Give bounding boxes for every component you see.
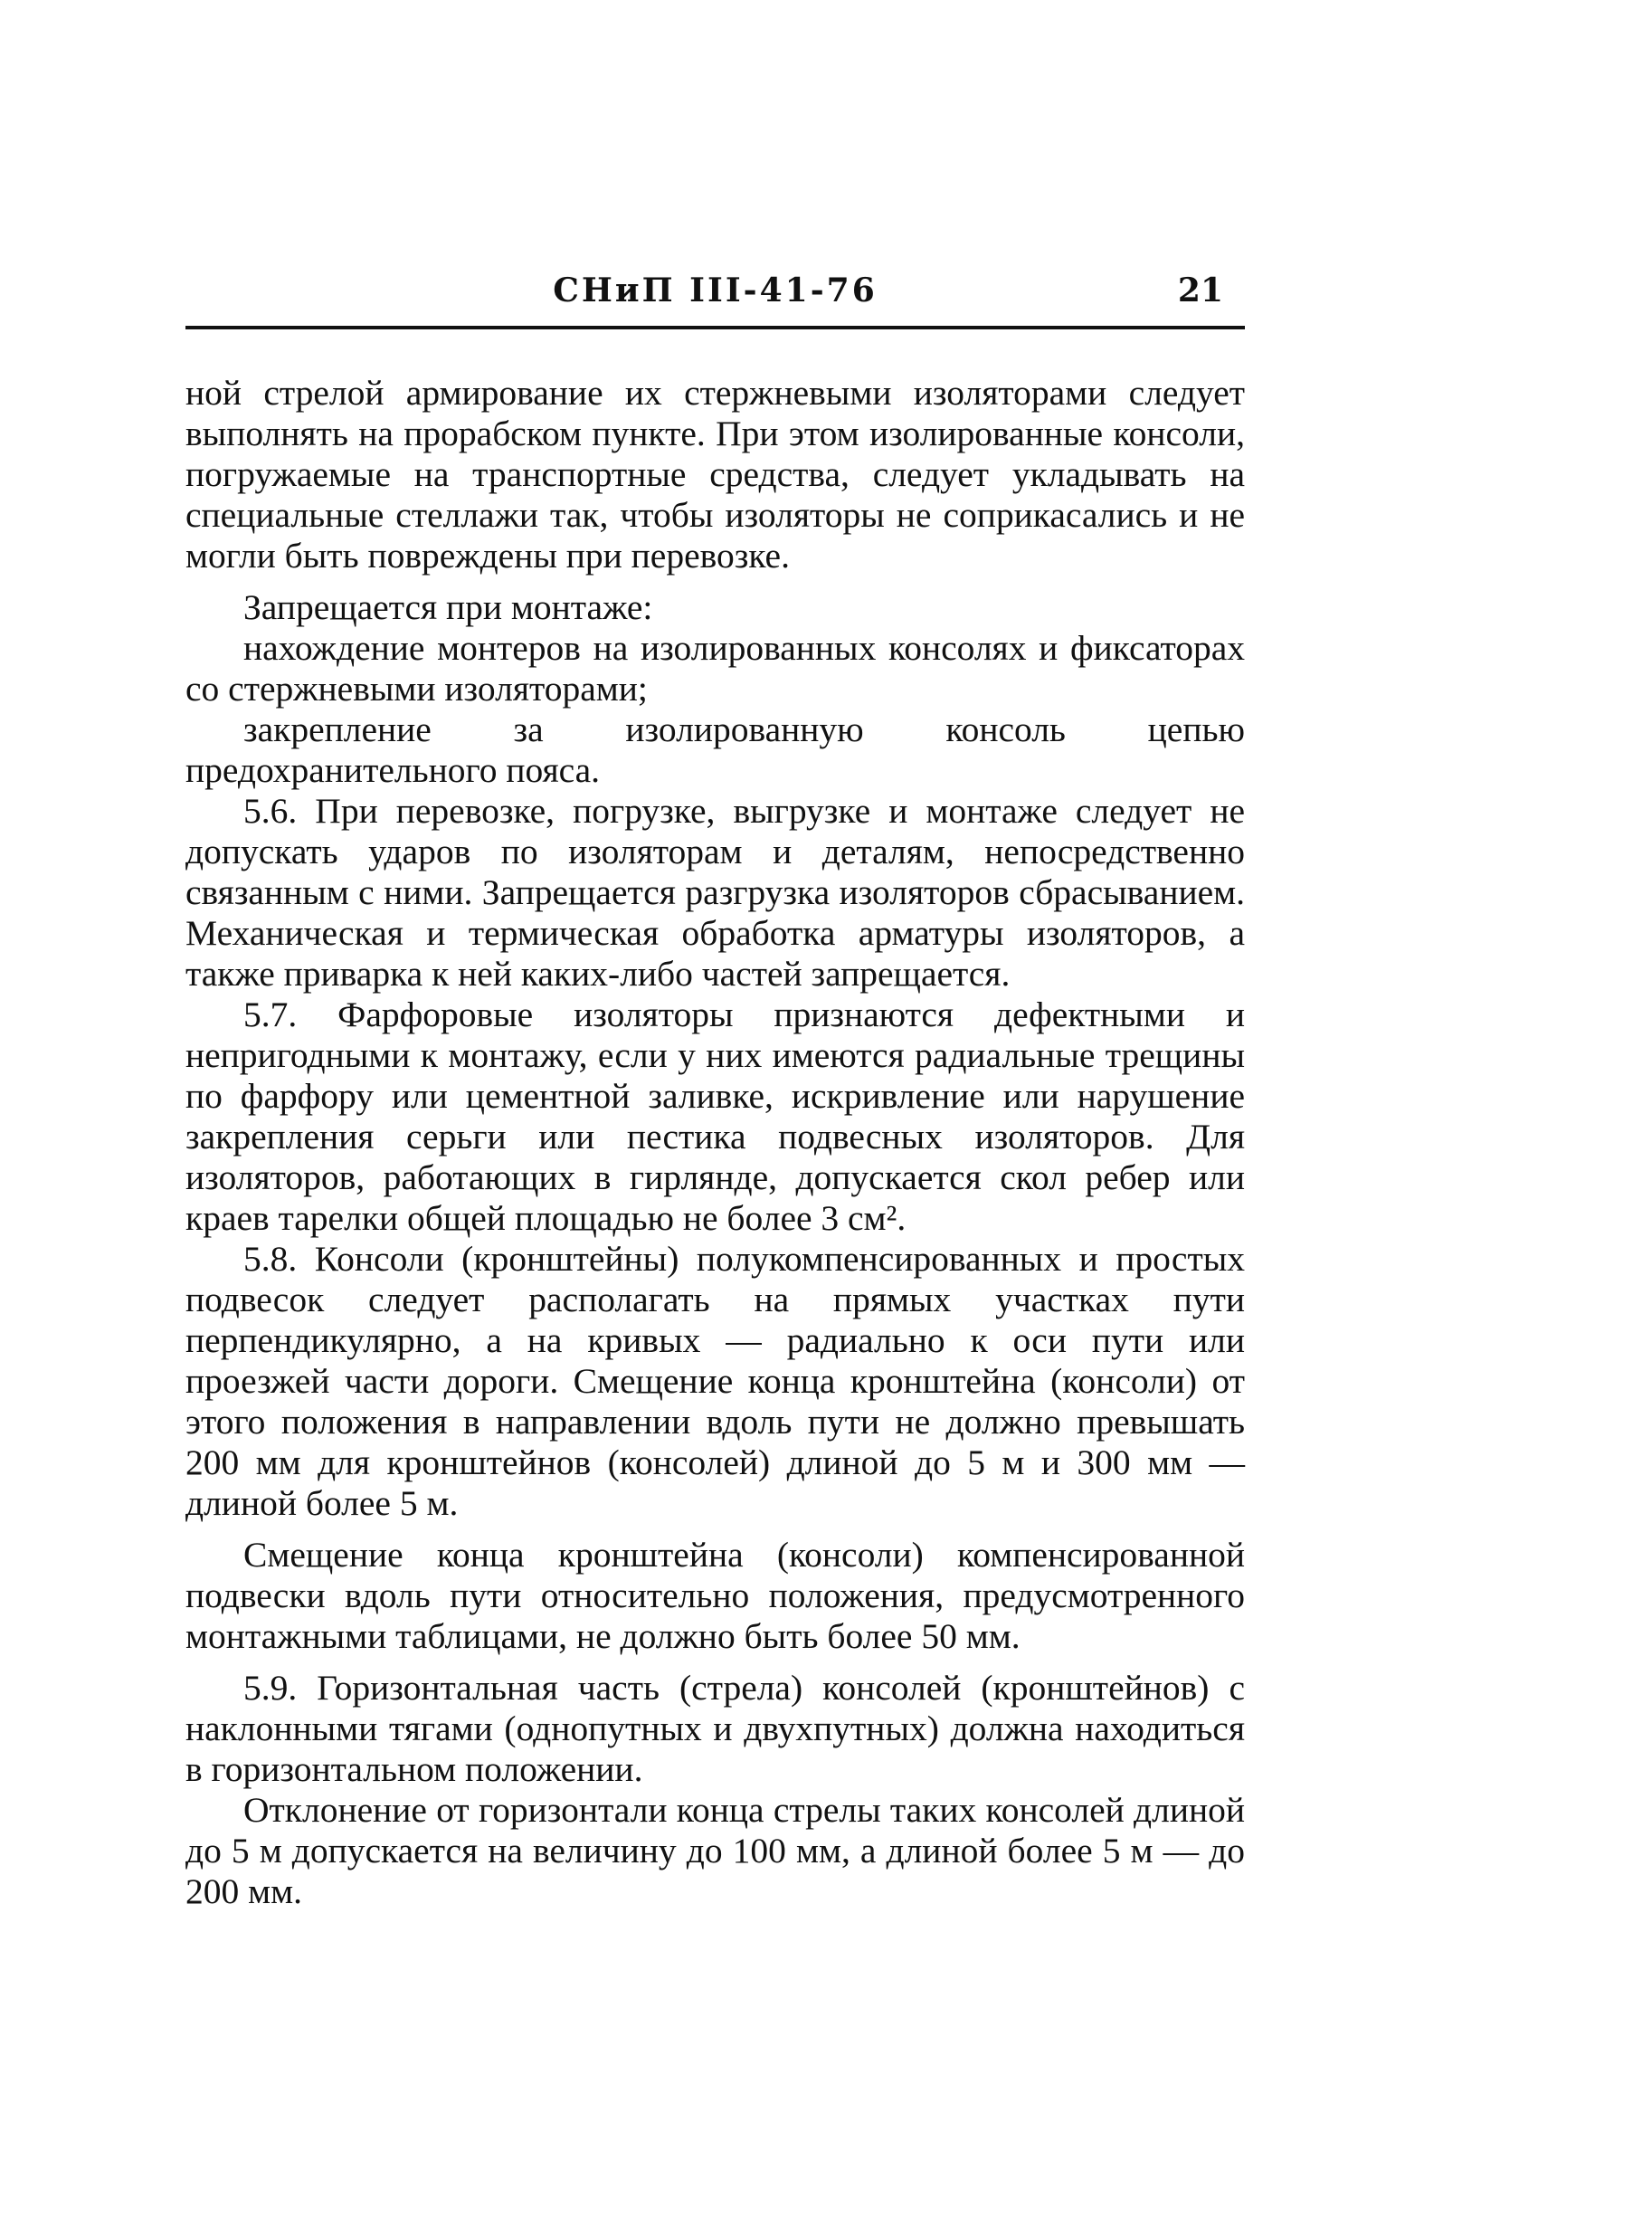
paragraph-clause-5-9-deviation: Отклонение от горизонтали конца стрелы таких консолей длиной до 5 м допускается на величину до 100 мм, а длиной более 5 м — до 200 мм.: [185, 1790, 1245, 1911]
paragraph-continuation: ной стрелой армирование их стержневыми изоляторами следует выполнять на прорабском пункте. При этом изолированные консоли, погружаемые на транспортные средства, следует укладывать на специальные стеллажи так, чтобы изоляторы не соприкасались и не могли быть повреждены при перевозке.: [185, 373, 1245, 576]
page-number: 21: [1177, 271, 1223, 309]
document-code: СНиП III-41-76: [553, 271, 878, 309]
body-text: [185, 373, 1245, 1912]
paragraph-prohibited-item-2: закрепление за изолированную консоль цепью предохранительного пояса.: [185, 709, 1245, 790]
paragraph-clause-5-8-offset: Смещение конца кронштейна (консоли) компенсированной подвески вдоль пути относительно положения, предусмотренного монтажными таблицами, не должно быть более 50 мм.: [185, 1535, 1245, 1656]
paragraph-clause-5-7: 5.7. Фарфоровые изоляторы признаются дефектными и непригодными к монтажу, если у них имеются радиальные трещины по фарфору или цементной заливке, искривление или нарушение закрепления серьги или пестика подвесных изоляторов. Для изоляторов, работающих в гирлянде, допускается скол ребер или краев тарелки общей площадью не более 3 см².: [185, 995, 1245, 1238]
paragraph-prohibited-item-1: нахождение монтеров на изолированных консолях и фиксаторах со стержневыми изоляторами;: [185, 628, 1245, 709]
header-rule: [185, 326, 1245, 329]
paragraph-prohibited-intro: Запрещается при монтаже:: [243, 587, 653, 627]
paragraph-clause-5-8: 5.8. Консоли (кронштейны) полукомпенсированных и простых подвесок следует располагать на прямых участках пути перпендикулярно, а на кривых — радиально к оси пути или проезжей части дороги. Смещение конца кронштейна (консоли) от этого положения в направлении вдоль пути не должно превышать 200 мм для кронштейнов (консолей) длиной до 5 м и 300 мм — длиной более 5 м.: [185, 1239, 1245, 1523]
paragraph-clause-5-9: 5.9. Горизонтальная часть (стрела) консолей (кронштейнов) с наклонными тягами (однопутных и двухпутных) должна находиться в горизонтальном положении.: [185, 1668, 1245, 1789]
page-header: [185, 271, 1245, 333]
paragraph-clause-5-6: 5.6. При перевозке, погрузке, выгрузке и монтаже следует не допускать ударов по изоляторам и деталям, непосредственно связанным с ними. Запрещается разгрузка изоляторов сбрасыванием. Механическая и термическая обработка арматуры изоляторов, а также приварка к ней каких-либо частей запрещается.: [185, 791, 1245, 994]
